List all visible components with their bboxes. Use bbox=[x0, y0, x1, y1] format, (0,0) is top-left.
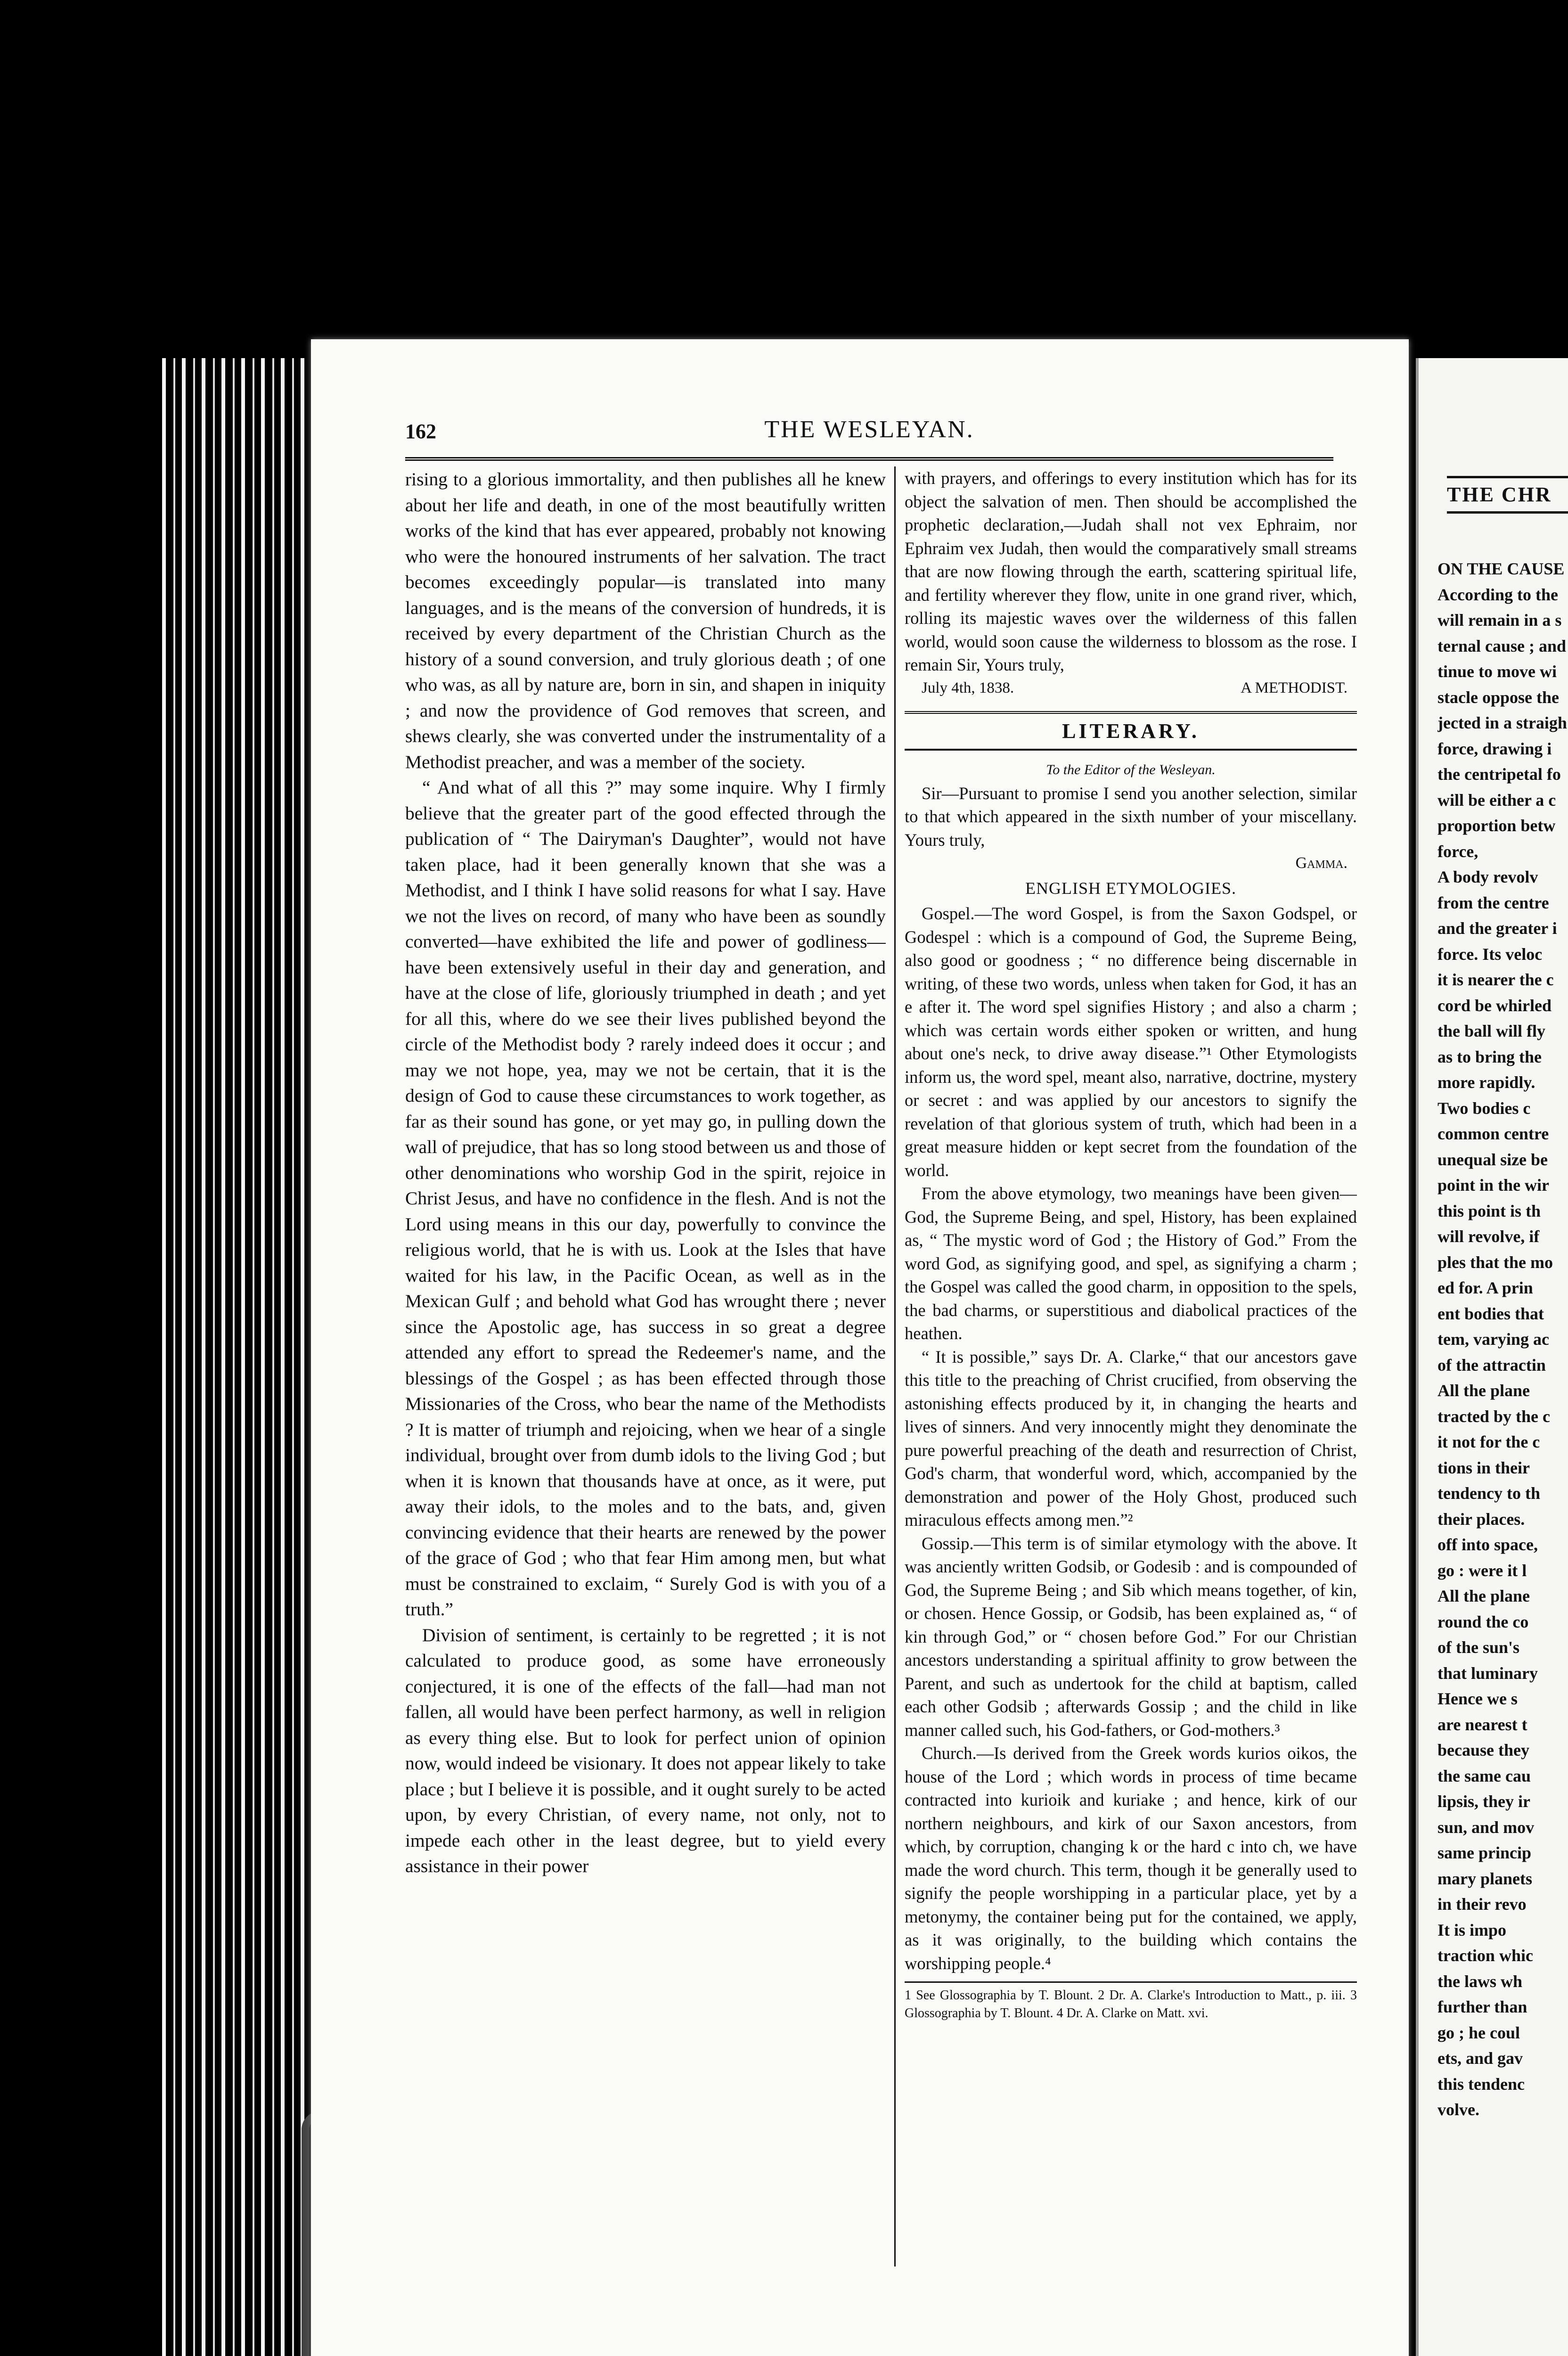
facing-page-line: the same cau bbox=[1437, 1766, 1531, 1785]
facing-page-line: force, drawing i bbox=[1437, 739, 1552, 758]
facing-page-line: Two bodies c bbox=[1437, 1098, 1531, 1118]
facing-page-line: unequal size be bbox=[1437, 1150, 1548, 1169]
facing-page-line: that luminary bbox=[1437, 1663, 1538, 1683]
facing-page-line: and the greater i bbox=[1437, 919, 1557, 938]
facing-page-line: as to bring the bbox=[1437, 1047, 1542, 1066]
facing-page-line: go ; he coul bbox=[1437, 2023, 1520, 2042]
left-column bbox=[405, 466, 886, 2266]
facing-page-line: this tendenc bbox=[1437, 2074, 1525, 2094]
facing-page-line: round the co bbox=[1437, 1612, 1529, 1631]
facing-page-line: the laws wh bbox=[1437, 1972, 1523, 1991]
facing-page-line: ples that the mo bbox=[1437, 1252, 1553, 1272]
article-title: ENGLISH ETYMOLOGIES. bbox=[1025, 878, 1236, 898]
facing-page-line: proportion betw bbox=[1437, 816, 1556, 835]
facing-page-line: lipsis, they ir bbox=[1437, 1792, 1531, 1811]
facing-page-line: it is nearer the c bbox=[1437, 970, 1554, 989]
facing-page-line: tracted by the c bbox=[1437, 1407, 1550, 1426]
facing-page-fragment bbox=[1416, 358, 1568, 2356]
facing-page-line: jected in a straigh bbox=[1437, 713, 1567, 732]
intro-paragraph: Sir—Pursuant to promise I send you another selection, similar to that which appeared in the sixth number of your miscellany. Yours truly, bbox=[905, 783, 1357, 850]
facing-page-line: ON THE CAUSE bbox=[1437, 559, 1565, 578]
facing-page-line: All the plane bbox=[1437, 1587, 1530, 1605]
page-number: 162 bbox=[405, 420, 436, 443]
facing-page-line: A body revolv bbox=[1437, 867, 1538, 886]
facing-page-line: this point is th bbox=[1437, 1201, 1541, 1220]
facing-page-line: tinue to move wi bbox=[1437, 662, 1557, 681]
paragraph: Gossip.—This term is of similar etymology with the above. It was anciently written Godsib, or Godesib : and is compounded of God, the Supreme Being ; and Sib which means together, of kin, or chosen. Hence Gossip, or Godsib, has been explained as, “ of kin through God,” or “ chosen before God.” For our Christian ancestors understanding a spiritual affinity to grow between the Parent, and such as undertook for the child at baptism, called each other Godsib ; afterwards Gossip ; and the child in like manner called such, his God-fathers, or God-mothers.³ bbox=[905, 1533, 1357, 1740]
page-header bbox=[405, 410, 1333, 461]
facing-page-line: tem, varying ac bbox=[1437, 1330, 1549, 1349]
facing-page-line: of the attractin bbox=[1437, 1355, 1546, 1374]
facing-page-line: According to the bbox=[1437, 585, 1558, 604]
book-page-edges bbox=[155, 358, 311, 2356]
facing-page-line: further than bbox=[1437, 1997, 1527, 2016]
facing-page-line: go : were it l bbox=[1437, 1561, 1527, 1580]
facing-page-line: All the plane bbox=[1437, 1381, 1530, 1400]
letter-date: July 4th, 1838. bbox=[922, 679, 1014, 696]
facing-page-line: ets, and gav bbox=[1437, 2049, 1523, 2068]
facing-page-line: stacle oppose the bbox=[1437, 687, 1559, 707]
paragraph: From the above etymology, two meanings have been given—God, the Supreme Being, and spel, History, has been explained as, “ The mystic word of God ; the History of God.” From the word God, as signifying good, and spel, as signifying a charm ; the Gospel was called the good charm, in opposition to the spels, the bad charms, or superstitious and diabolical practices of the heathen. bbox=[905, 1184, 1357, 1343]
letter-continuation: with prayers, and offerings to every institution which has for its object the salvation of men. Then should be accomplished the prophetic declaration,—Judah shall not vex Ephraim, nor Ephraim vex Judah, then would the comparatively small streams that are now flowing through the earth, scattering spiritual life, and fertility wherever they flow, unite in one grand river, which, rolling its majestic waves over the wilderness of this fallen world, would soon cause the wilderness to blossom as the rose. I remain Sir, Yours truly, bbox=[905, 468, 1357, 674]
facing-page-line: force. Its veloc bbox=[1437, 944, 1543, 964]
facing-page-line: tendency to th bbox=[1437, 1484, 1540, 1503]
facing-page-line: the ball will fly bbox=[1437, 1022, 1546, 1040]
facing-page-line: traction whic bbox=[1437, 1946, 1533, 1965]
facing-page-line: mary planets bbox=[1437, 1869, 1532, 1888]
scanned-page bbox=[311, 339, 1409, 2356]
facing-page-line: are nearest t bbox=[1437, 1715, 1527, 1734]
right-column bbox=[905, 466, 1357, 2266]
facing-page-line: sun, and mov bbox=[1437, 1817, 1535, 1837]
section-heading: LITERARY. bbox=[905, 711, 1357, 751]
facing-page-line: ternal cause ; and bbox=[1437, 636, 1566, 655]
facing-page-line: volve. bbox=[1437, 2100, 1479, 2119]
column-rule bbox=[894, 466, 896, 2266]
facing-page-line: it not for the c bbox=[1437, 1432, 1540, 1451]
facing-page-line: from the centre bbox=[1437, 893, 1549, 912]
letter-signoff bbox=[905, 677, 1357, 700]
facing-page-line: ent bodies that bbox=[1437, 1304, 1544, 1323]
facing-page-line: ed for. A prin bbox=[1437, 1278, 1533, 1297]
facing-page-line: common centre bbox=[1437, 1124, 1549, 1143]
facing-page-line: the centripetal fo bbox=[1437, 765, 1561, 784]
facing-page-line: more rapidly. bbox=[1437, 1073, 1535, 1092]
footnotes: 1 See Glossographia by T. Blount. 2 Dr. A. Clarke's Introduction to Matt., p. iii. 3 Glossographia by T. Blount. 4 Dr. A. Clarke on Matt. xvi. bbox=[905, 1981, 1357, 2022]
paragraph: Church.—Is derived from the Greek words kurios oikos, the house of the Lord ; which words in process of time became contracted into kurioik and kuriake ; and hence, kirk of our northern neighbours, and kirk of our Saxon ancestors, from which, by corruption, changing k or the hard c into ch, we have made the word church. This term, though it be generally used to signify the people worshipping in a particular place, yet by a metonymy, the container being put for the contained, we apply, as it was originally, to the building which contains the worshipping people.⁴ bbox=[905, 1743, 1357, 1973]
running-title: THE WESLEYAN. bbox=[764, 416, 974, 443]
facing-page-line: tions in their bbox=[1437, 1458, 1530, 1477]
facing-page-line: cord be whirled bbox=[1437, 996, 1552, 1015]
facing-page-line: will be either a c bbox=[1437, 790, 1556, 810]
facing-page-line: same princip bbox=[1437, 1843, 1532, 1862]
facing-page-line: force, bbox=[1437, 842, 1478, 861]
facing-page-line: their places. bbox=[1437, 1509, 1525, 1529]
facing-page-line: It is impo bbox=[1437, 1920, 1507, 1939]
paragraph: “ It is possible,” says Dr. A. Clarke,“ that our ancestors gave this title to the preaching of Christ crucified, from observing the astonishing effects produced by it, in changing the hearts and lives of sinners. And very innocently might they denominate the pure powerful preaching of the death and resurrection of Christ, God's charm, that wonderful word, which, accompanied by the demonstration and power of the Holy Ghost, produced such miraculous effects among men.”² bbox=[905, 1347, 1357, 1530]
facing-page-line: of the sun's bbox=[1437, 1638, 1520, 1657]
intro-signature: Gamma. bbox=[1295, 854, 1348, 872]
editor-address: To the Editor of the Wesleyan. bbox=[1046, 762, 1216, 777]
facing-page-lines bbox=[1437, 556, 1568, 2123]
paragraph: rising to a glorious immortality, and then publishes all he knew about her life and death, in one of the most beautifully written works of the kind that has ever appeared, probably not knowing who were the honoured instruments of her salvation. The tract becomes exceedingly popular—is translated into many languages, and is the means of the conversion of hundreds, it is received by every department of the Christian Church as the history of a sound conversion, and truly glorious death ; of one who was, as all by nature are, born in sin, and shapen in iniquity ; and now the providence of God removes that screen, and shews clearly, she was converted under the instrumentality of a Methodist preacher, and was a member of the society. bbox=[405, 469, 886, 772]
facing-page-line: because they bbox=[1437, 1741, 1529, 1759]
facing-page-line: point in the wir bbox=[1437, 1176, 1550, 1194]
paragraph: “ And what of all this ?” may some inquire. Why I firmly believe that the greater part of the good effected through the publication of “ The Dairyman's Daughter”, would not have taken place, had it been generally known that she was a Methodist, and I think I have solid reasons for what I say. Have we not the lives on record, of many who have been as soundly converted—have exhibited the life and power of godliness—have been extensively useful in their day and generation, and have at the close of life, gloriously triumphed in death ; and yet for all this, where do we see their lives published beyond the circle of the Methodist body ? rarely indeed does it occur ; and may we not hope, yea, may we not be certain, that it is the design of God to cause these circumstances to work together, as far as their sound has gone, or yet may go, in pulling down the wall of prejudice, that has so long stood between us and those of other denominations who worship God in the spirit, rejoice in Christ Jesus, and have no confidence in the flesh. And is not the Lord using means in this our day, powerfully to convince the religious world, that he is with us. Look at the Isles that have waited for his law, in the Pacific Ocean, as well as in the Mexican Gulf ; and behold what God has wrought there ; never since the Apostolic age, has success in so great a degree attended any effort to spread the Redeemer's name, and the blessings of the Gospel ; as has been effected through those Missionaries of the Cross, who bear the name of the Methodists ? It is matter of triumph and rejoicing, when we hear of a single individual, brought over from dumb idols to the living God ; but when it is known that thousands have at once, as it were, put away their idols, to the moles and to the bats, and, given convincing evidence that their hearts are renewed by the power of the grace of God ; who that fear Him among men, but what must be constrained to exclaim, “ Surely God is with you of a truth.” bbox=[405, 777, 886, 1620]
facing-page-line: Hence we s bbox=[1437, 1689, 1518, 1708]
facing-page-line: will revolve, if bbox=[1437, 1227, 1540, 1246]
paragraph: Gospel.—The word Gospel, is from the Saxon Godspel, or Godespel : which is a compound of God, the Supreme Being, also good or goodness ; “ no difference being discernable in writing, of these two words, unless when taken for God, it has an e after it. The word spel signifies History ; and also a charm ; which was certain words either spoken or written, and hung about one's neck, to drive away disease.”¹ Other Etymologists inform us, the word spel, meant also, narrative, doctrine, mystery or secret : and was applied by our ancestors to signify the revelation of that glorious system of truth, which had been in a great measure hidden or kept secret from the foundation of the world. bbox=[905, 904, 1357, 1180]
facing-page-title: THE CHR bbox=[1447, 476, 1568, 514]
facing-page-line: off into space, bbox=[1437, 1535, 1538, 1554]
paragraph: Division of sentiment, is certainly to be regretted ; it is not calculated to produce good, as some have erroneously conjectured, it is one of the effects of the fall—had man not fallen, all would have been perfect harmony, as well in religion as every thing else. But to look for perfect union of opinion now, would indeed be visionary. It does not appear likely to take place ; but I believe it is possible, and it ought surely to be acted upon, by every Christian, of every name, not only, not to impede each other in the least degree, but to yield every assistance in their power bbox=[405, 1624, 886, 1876]
letter-signature: A METHODIST. bbox=[1241, 679, 1348, 696]
facing-page-line: will remain in a s bbox=[1437, 611, 1562, 630]
facing-page-line: in their revo bbox=[1437, 1895, 1527, 1914]
